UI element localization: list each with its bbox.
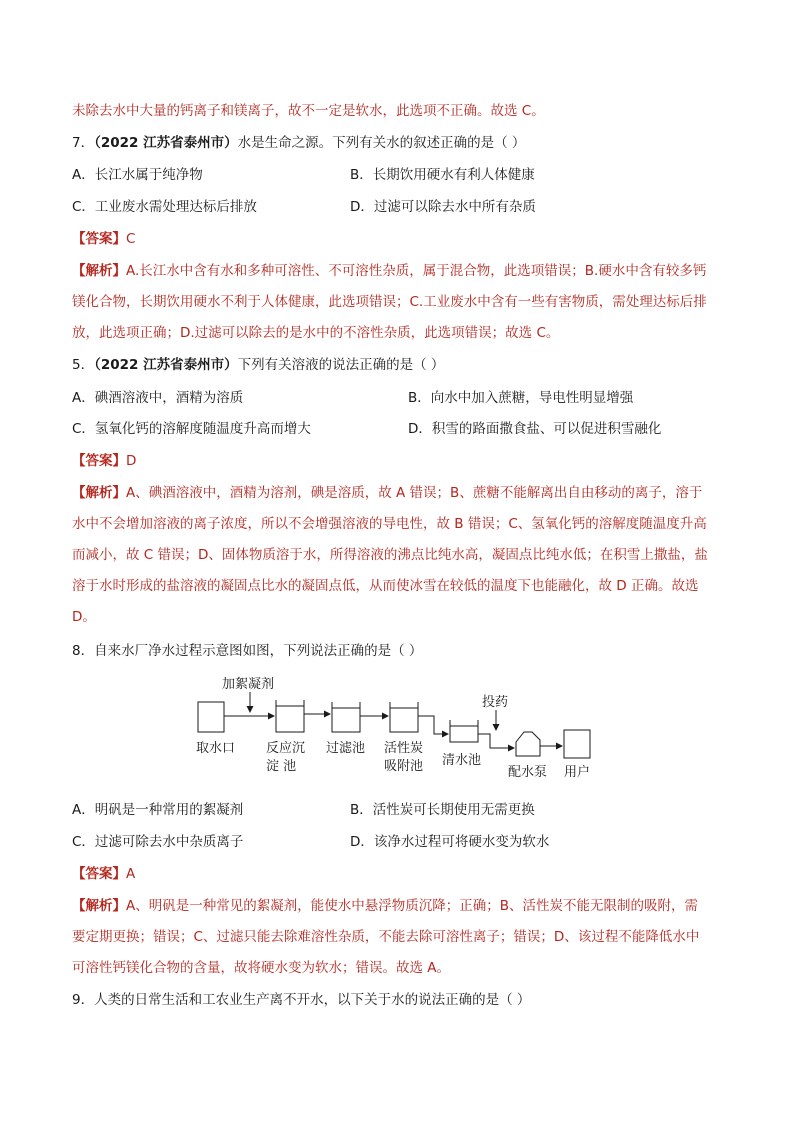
answer-label: 【答案】 bbox=[72, 866, 126, 882]
label-carbon-2: 吸附池 bbox=[384, 759, 424, 774]
label-pump: 配水泵 bbox=[508, 765, 548, 780]
q5-analysis-line-4: 溶于水时形成的盐溶液的凝固点比水的凝固点低，从而使冰雪在较低的温度下也能融化，故 D 正确。故选 bbox=[72, 578, 699, 594]
analysis-label: 【解析】 bbox=[72, 485, 126, 501]
question-5-stem bbox=[72, 355, 444, 375]
clear-tank bbox=[450, 720, 478, 742]
label-add-coagulant: 加絮凝剂 bbox=[222, 677, 275, 692]
q5-analysis-line-5: D。 bbox=[72, 609, 96, 625]
question-7-stem bbox=[72, 133, 525, 153]
intake-box bbox=[198, 702, 224, 732]
reaction-tank bbox=[276, 700, 304, 732]
label-clear: 清水池 bbox=[442, 753, 482, 768]
q5-analysis-line-2: 水中不会增加溶液的离子浓度，所以不会增强溶液的导电性，故 B 错误；C、氢氧化钙的溶解度随温度升高 bbox=[72, 516, 707, 532]
analysis-text: A.长江水中含有水和多种可溶性、不可溶性杂质，属于混合物，此选项错误；B.硬水中含有较多钙 bbox=[126, 263, 707, 279]
label-intake: 取水口 bbox=[196, 741, 236, 756]
answer-value: C bbox=[126, 231, 136, 247]
answer-label: 【答案】 bbox=[72, 453, 126, 469]
question-text: 下列有关溶液的说法正确的是（ ） bbox=[237, 357, 445, 373]
q5-option-a: A．碘酒溶液中，酒精为溶质 bbox=[72, 390, 244, 406]
pump-shape bbox=[516, 732, 540, 756]
label-reaction-2: 淀 池 bbox=[266, 759, 297, 774]
q8-option-b: B．活性炭可长期使用无需更换 bbox=[350, 802, 535, 818]
q8-option-d: D．该净水过程可将硬水变为软水 bbox=[350, 834, 550, 850]
q5-answer bbox=[72, 451, 136, 471]
question-8-stem: 8．自来水厂净水过程示意图如图，下列说法正确的是（ ） bbox=[72, 643, 423, 659]
question-number: 5． bbox=[72, 357, 95, 373]
q8-analysis-line-1 bbox=[72, 896, 698, 916]
question-9-stem: 9．人类的日常生活和工农业生产离不开水，以下关于水的说法正确的是（ ） bbox=[72, 992, 531, 1008]
q7-option-a: A．长江水属于纯净物 bbox=[72, 167, 203, 183]
analysis-label: 【解析】 bbox=[72, 898, 126, 914]
q5-option-c: C．氢氧化钙的溶解度随温度升高而增大 bbox=[72, 421, 311, 437]
q7-analysis-line-3: 放，此选项正确；D.过滤可以除去的是水中的不溶性杂质，此选项错误；故选 C。 bbox=[72, 325, 560, 341]
label-carbon-1: 活性炭 bbox=[384, 741, 424, 756]
q7-option-d: D．过滤可以除去水中所有杂质 bbox=[350, 199, 536, 215]
answer-value: D bbox=[126, 453, 137, 469]
water-treatment-diagram bbox=[190, 670, 610, 785]
q7-option-b: B．长期饮用硬水有利人体健康 bbox=[350, 167, 535, 183]
label-filter: 过滤池 bbox=[326, 741, 366, 756]
q8-option-a: A．明矾是一种常用的絮凝剂 bbox=[72, 802, 244, 818]
q5-option-b: B．向水中加入蔗糖，导电性明显增强 bbox=[408, 390, 634, 406]
q8-answer bbox=[72, 864, 135, 884]
q7-analysis-line-1 bbox=[72, 261, 706, 281]
question-source: （2022 江苏省泰州市） bbox=[94, 135, 238, 151]
q7-analysis-line-2: 镁化合物，长期饮用硬水不利于人体健康，此选项错误；C.工业废水中含有一些有害物质，需处理达标后排 bbox=[72, 294, 707, 310]
label-reaction-1: 反应沉 bbox=[266, 741, 306, 756]
q8-option-c: C．过滤可除去水中杂质离子 bbox=[72, 834, 244, 850]
q7-answer bbox=[72, 229, 135, 249]
question-number: 7． bbox=[72, 135, 95, 151]
analysis-text: A、碘酒溶液中，酒精为溶剂，碘是溶质，故 A 错误；B、蔗糖不能解离出自由移动的离子，溶于 bbox=[126, 485, 703, 501]
analysis-text: A、明矾是一种常见的絮凝剂，能使水中悬浮物质沉降；正确；B、活性炭不能无限制的吸附，需 bbox=[126, 898, 698, 914]
q5-analysis-line-3: 而减小，故 C 错误；D、固体物质溶于水，所得溶液的沸点比纯水高，凝固点比纯水低；在积雪上撒盐，盐 bbox=[72, 547, 708, 563]
label-add-drug: 投药 bbox=[482, 695, 509, 710]
answer-label: 【答案】 bbox=[72, 231, 126, 247]
question-text: 水是生命之源。下列有关水的叙述正确的是（ ） bbox=[237, 135, 526, 151]
q5-option-d: D．积雪的路面撒食盐、可以促进积雪融化 bbox=[408, 421, 662, 437]
filter-tank bbox=[332, 702, 360, 732]
user-box bbox=[564, 730, 590, 758]
q8-analysis-line-2: 要定期更换；错误；C、过滤只能去除难溶性杂质，不能去除可溶性离子；错误；D、该过程不能降低水中 bbox=[72, 929, 700, 945]
q8-analysis-line-3: 可溶性钙镁化合物的含量，故将硬水变为软水；错误。故选 A。 bbox=[72, 960, 451, 976]
previous-analysis-tail: 未除去水中大量的钙离子和镁离子，故不一定是软水，此选项不正确。故选 C。 bbox=[72, 103, 545, 119]
answer-value: A bbox=[126, 866, 136, 882]
q5-analysis-line-1 bbox=[72, 483, 702, 503]
q7-option-c: C．工业废水需处理达标后排放 bbox=[72, 199, 257, 215]
carbon-tank bbox=[390, 702, 418, 732]
analysis-label: 【解析】 bbox=[72, 263, 126, 279]
label-user: 用户 bbox=[564, 765, 591, 780]
question-source: （2022 江苏省泰州市） bbox=[94, 357, 238, 373]
